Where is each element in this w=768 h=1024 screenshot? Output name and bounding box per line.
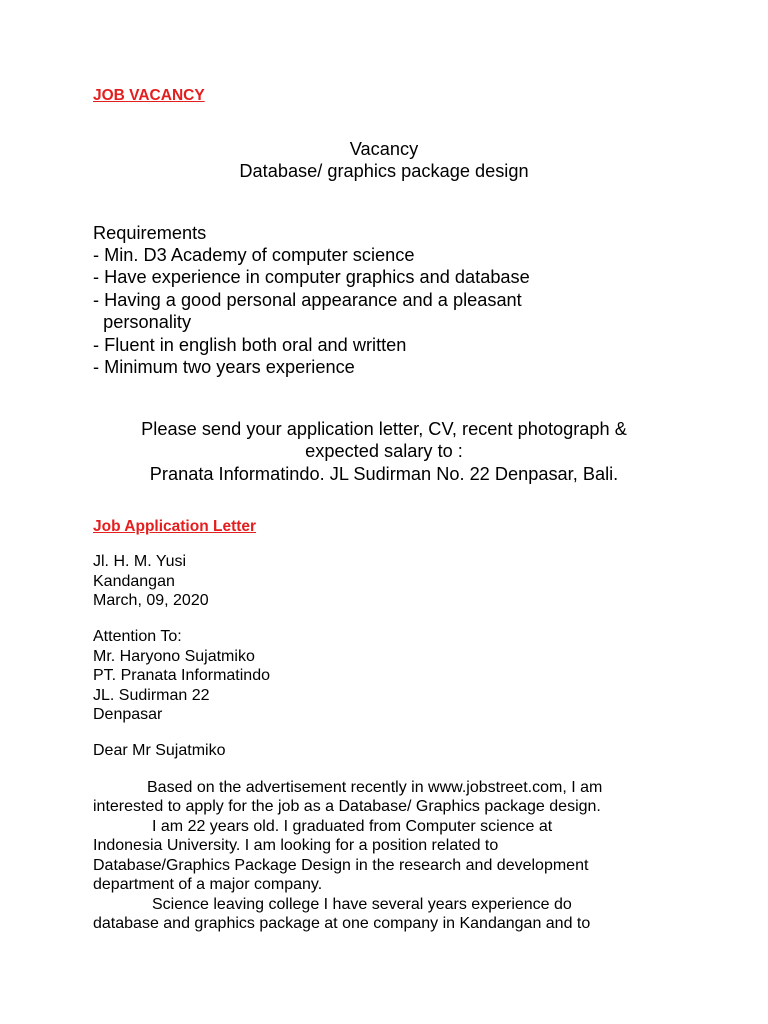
apply-instruction: expected salary to : — [305, 441, 463, 461]
requirement-item: - Min. D3 Academy of computer science — [93, 245, 415, 265]
job-application-letter-heading: Job Application Letter — [93, 518, 257, 535]
vacancy-title: Vacancy — [349, 139, 419, 159]
requirements-heading: Requirements — [93, 223, 207, 243]
sender-address-line: Kandangan — [93, 573, 175, 590]
requirement-item: - Have experience in computer graphics and database — [93, 267, 530, 287]
letter-body-line: interested to apply for the job as a Database/ Graphics package design. — [93, 798, 601, 815]
letter-body-line: Science leaving college I have several years experience do — [152, 896, 572, 913]
vacancy-position: Database/ graphics package design — [239, 161, 529, 181]
requirement-item: - Having a good personal appearance and a pleasant — [93, 290, 522, 310]
requirement-item-continuation: personality — [93, 312, 192, 332]
apply-instruction: Please send your application letter, CV, recent photograph & — [141, 419, 627, 439]
letter-body-line: database and graphics package at one company in Kandangan and to — [93, 915, 591, 932]
letter-body-line: department of a major company. — [93, 876, 323, 893]
salutation: Dear Mr Sujatmiko — [93, 742, 226, 759]
job-vacancy-heading: JOB VACANCY — [93, 87, 205, 104]
attention-line: PT. Pranata Informatindo — [93, 667, 270, 684]
letter-body-line: I am 22 years old. I graduated from Computer science at — [152, 818, 553, 835]
letter-body-line: Database/Graphics Package Design in the research and development — [93, 857, 589, 874]
attention-line: JL. Sudirman 22 — [93, 687, 210, 704]
letter-body-line: Indonesia University. I am looking for a position related to — [93, 837, 499, 854]
attention-line: Mr. Haryono Sujatmiko — [93, 648, 255, 665]
company-address: Pranata Informatindo. JL Sudirman No. 22 Denpasar, Bali. — [149, 464, 619, 484]
sender-address-line: Jl. H. M. Yusi — [93, 553, 187, 570]
requirement-item: - Minimum two years experience — [93, 357, 355, 377]
attention-line: Denpasar — [93, 706, 163, 723]
letter-body-line: Based on the advertisement recently in www.jobstreet.com, I am — [147, 779, 603, 796]
letter-date: March, 09, 2020 — [93, 592, 209, 609]
attention-line: Attention To: — [93, 628, 182, 645]
requirement-item: - Fluent in english both oral and written — [93, 335, 407, 355]
